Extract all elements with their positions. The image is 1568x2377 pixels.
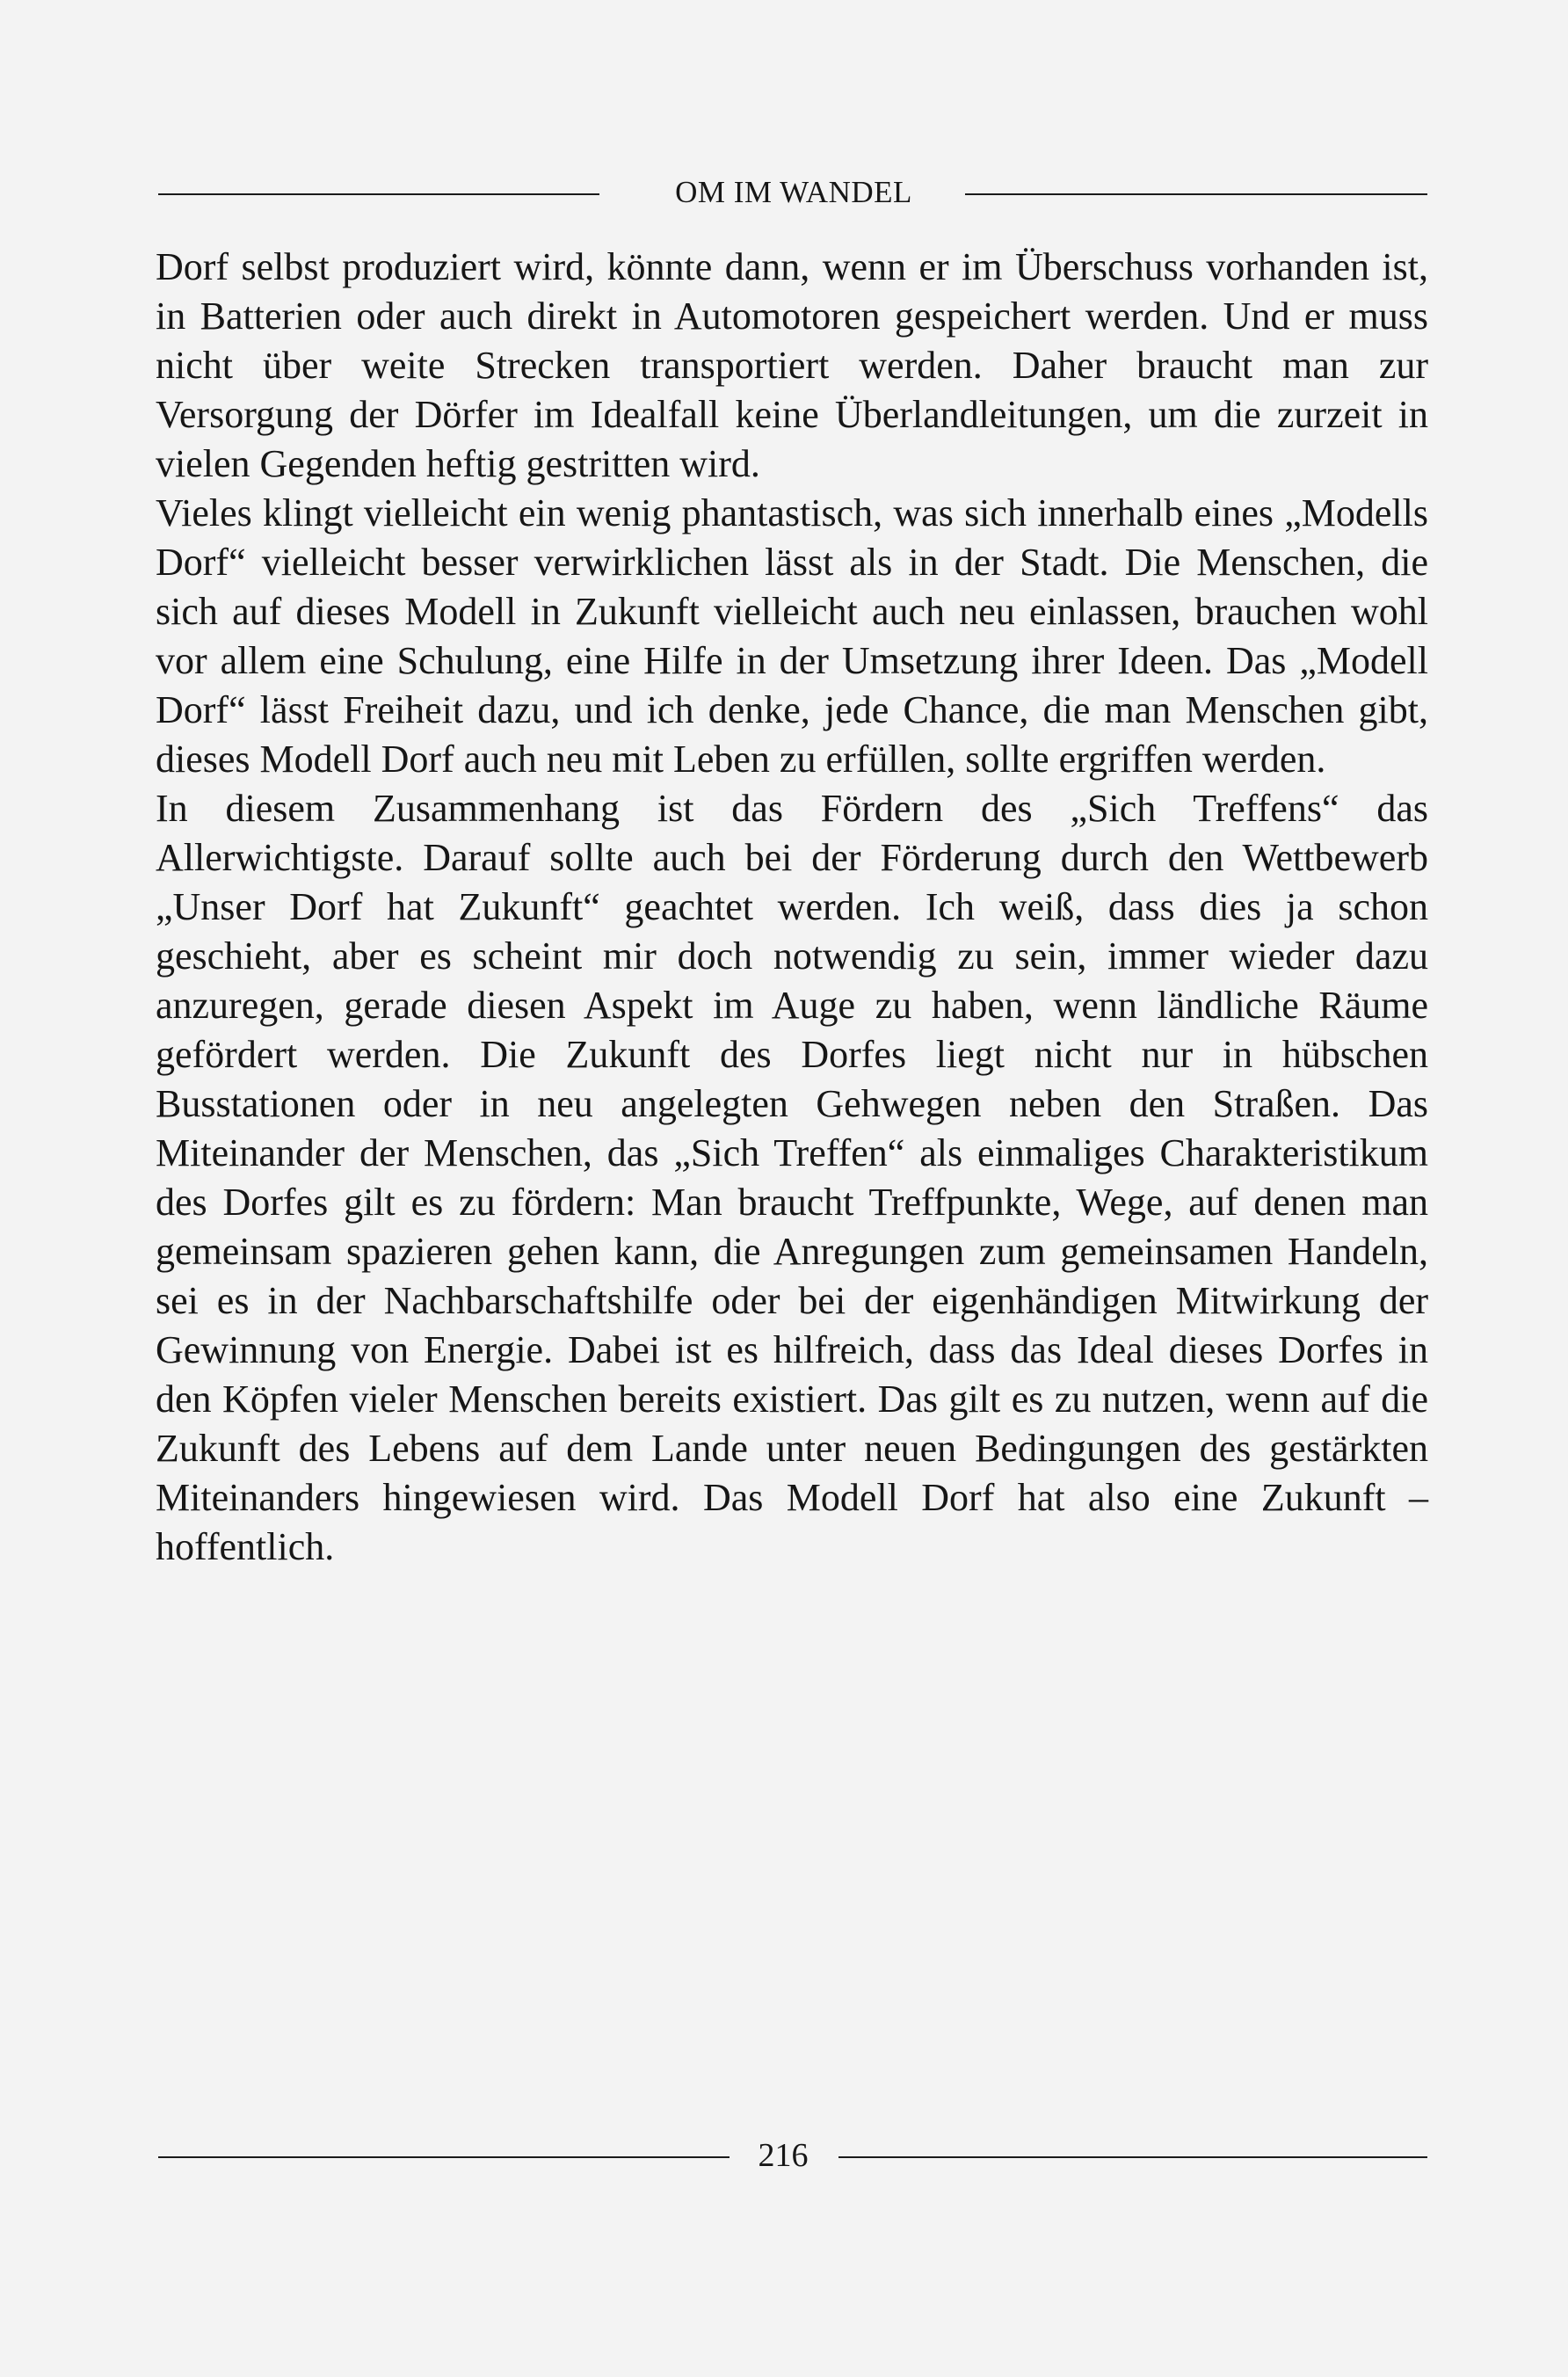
paragraph-2: Vieles klingt vielleicht ein wenig phantastisch, was sich innerhalb eines „Modells Dorf“ vielleicht besser verwirklichen lässt als in der Stadt. Die Menschen, die sich auf dieses Modell in Zukunft vielleicht auch neu einlassen, brauchen wohl vor allem eine Schulung, eine Hilfe in der Umsetzung ihrer Ideen. Das „Modell Dorf“ lässt Freiheit dazu, und ich denke, jede Chance, die man Menschen gibt, dieses Modell Dorf auch neu mit Leben zu erfüllen, sollte ergriffen werden. <box>156 491 1428 781</box>
body-text <box>156 243 1428 1572</box>
paragraph-1: Dorf selbst produziert wird, könnte dann, wenn er im Überschuss vorhanden ist, in Batterien oder auch direkt in Automotoren gespeichert werden. Und er muss nicht über weite Strecken transportiert werden. Daher braucht man zur Versorgung der Dörfer im Idealfall keine Überlandleitungen, um die zurzeit in vielen Gegenden heftig gestritten wird. <box>156 245 1428 485</box>
running-head: OM IM WANDEL <box>675 175 912 209</box>
page-number: 216 <box>758 2137 809 2174</box>
header-rule-right <box>965 193 1427 195</box>
header-rule-left <box>158 193 599 195</box>
paragraph-3: In diesem Zusammenhang ist das Fördern des „Sich Treffens“ das Allerwichtigste. Darauf sollte auch bei der Förderung durch den Wettbewerb „Unser Dorf hat Zukunft“ geachtet werden. Ich weiß, dass dies ja schon geschieht, aber es scheint mir doch notwendig zu sein, immer wieder dazu anzuregen, gerade diesen Aspekt im Auge zu haben, wenn ländliche Räume gefördert werden. Die Zukunft des Dorfes liegt nicht nur in hübschen Busstationen oder in neu angelegten Gehwegen neben den Straßen. Das Miteinander der Menschen, das „Sich Treffen“ als einmaliges Charakteristikum des Dorfes gilt es zu fördern: Man braucht Treffpunkte, Wege, auf denen man gemeinsam spazieren gehen kann, die Anregungen zum gemeinsamen Handeln, sei es in der Nachbarschaftshilfe oder bei der eigenhändigen Mitwirkung der Gewinnung von Energie. Dabei ist es hilfreich, dass das Ideal dieses Dorfes in den Köpfen vieler Menschen bereits existiert. Das gilt es zu nutzen, wenn auf die Zukunft des Lebens auf dem Lande unter neuen Bedingungen des gestärkten Miteinanders hingewiesen wird. Das Modell Dorf hat also eine Zukunft – hoffentlich. <box>156 787 1428 1568</box>
footer-rule-right <box>838 2156 1427 2158</box>
footer-rule-left <box>158 2156 730 2158</box>
